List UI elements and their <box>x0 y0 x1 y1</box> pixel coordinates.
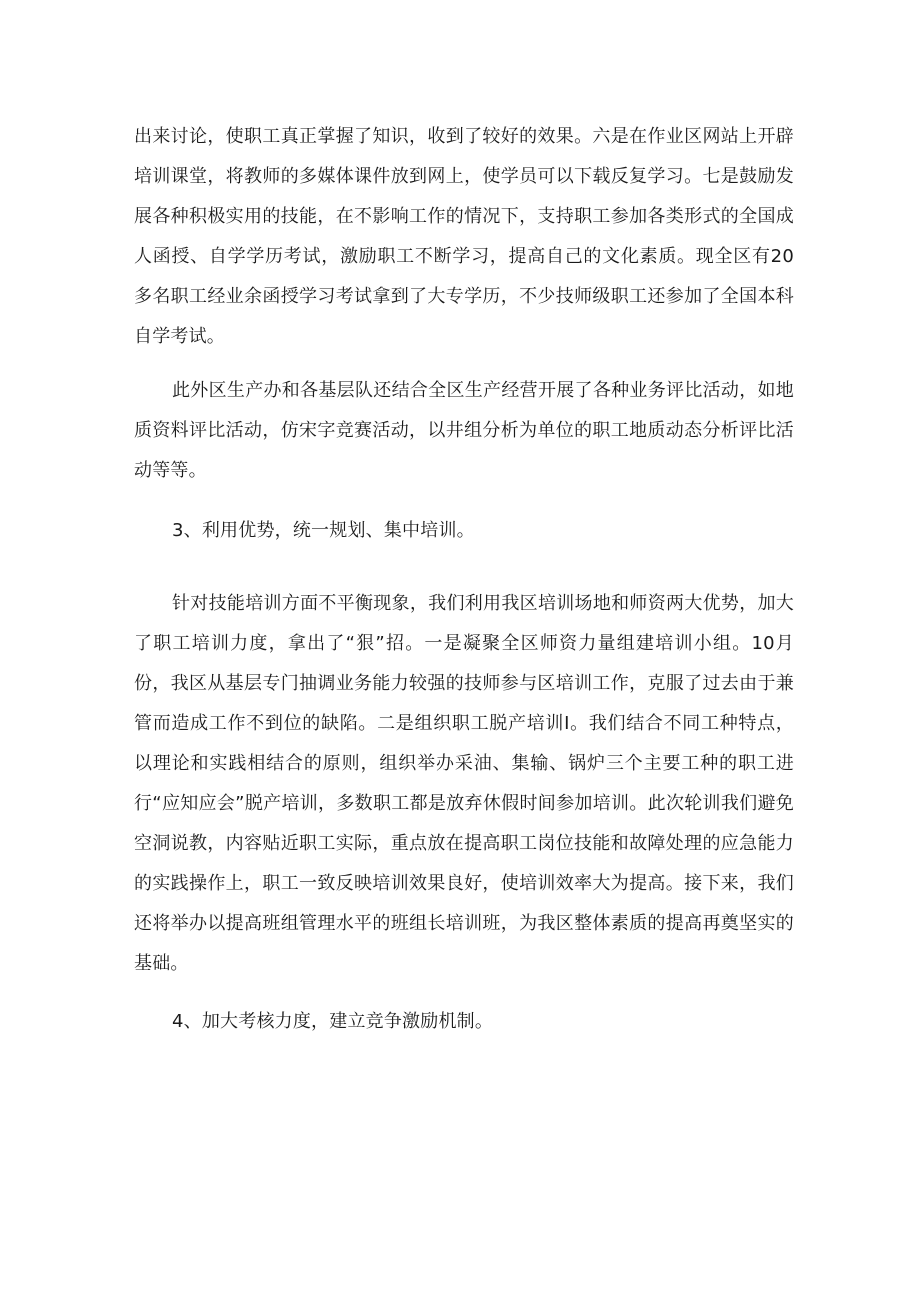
section-heading-3: 3、利用优势，统一规划、集中培训。 <box>172 520 475 541</box>
paragraph-evaluation-activities: 此外区生产办和各基层队还结合全区生产经营开展了各种业务评比活动，如地质资料评比活动，仿宋字竞赛活动，以井组分析为单位的职工地质动态分析评比活动等等。 <box>134 380 794 481</box>
section-heading-4: 4、加大考核力度，建立竞争激励机制。 <box>172 1011 494 1032</box>
paragraph-training-methods: 出来讨论，使职工真正掌握了知识，收到了较好的效果。六是在作业区网站上开辟培训课堂，将教师的多媒体课件放到网上，使学员可以下载反复学习。七是鼓励发展各种积极实用的技能，在不影响工作的情况下，支持职工参加各类形式的全国成人函授、自学学历考试，激励职工不断学习，提高自己的文化素质。现全区有20多名职工经业余函授学习考试拿到了大专学历，不少技师级职工还参加了全国本科自学考试。 <box>134 126 794 347</box>
document-body <box>134 117 794 1042</box>
paragraph-centralized-training: 针对技能培训方面不平衡现象，我们利用我区培训场地和师资两大优势，加大了职工培训力度，拿出了“狠”招。一是凝聚全区师资力量组建培训小组。10月份，我区从基层专门抽调业务能力较强的技师参与区培训工作，克服了过去由于兼管而造成工作不到位的缺陷。二是组织职工脱产培训I。我们结合不同工种特点，以理论和实践相结合的原则，组织举办采油、集输、锅炉三个主要工种的职工进行“应知应会”脱产培训，多数职工都是放弃休假时间参加培训。此次轮训我们避免空洞说教，内容贴近职工实际，重点放在提高职工岗位技能和故障处理的应急能力的实践操作上，职工一致反映培训效果良好，使培训效率大为提高。接下来，我们还将举办以提高班组管理水平的班组长培训班，为我区整体素质的提高再奠坚实的基础。 <box>134 593 794 974</box>
